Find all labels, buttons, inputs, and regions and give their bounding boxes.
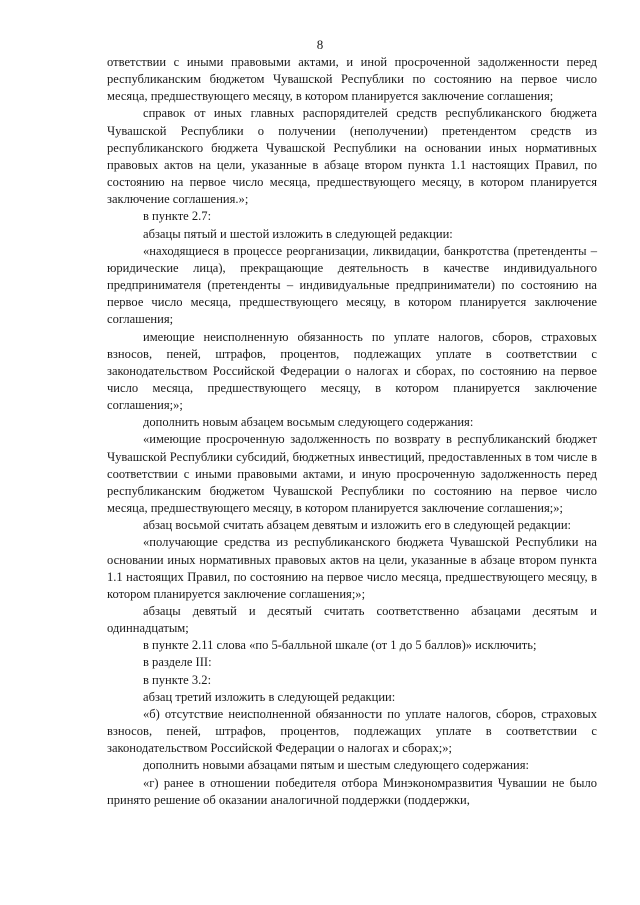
paragraph: абзацы пятый и шестой изложить в следующей редакции:	[143, 226, 453, 241]
paragraph: «г) ранее в отношении победителя отбора Минэкономразвития Чувашии не было принято решение об оказании аналогичной поддержки (поддержки,	[107, 775, 597, 807]
paragraph: «находящиеся в процессе реорганизации, ликвидации, банкротства (претенденты – юридические лица), прекращающие деятельность в качестве индивидуального предпринимателя (претенденты – индивидуальные предприниматели) по состоянию на первое число месяца, предшествующего месяцу, в котором планируется заключение соглашения;	[107, 243, 597, 327]
paragraph: ответствии с иными правовыми актами, и иной просроченной задолженности перед республиканским бюджетом Чувашской Республики по состоянию на первое число месяца, предшествующего месяцу, в котором планируется заключение соглашения;	[107, 55, 597, 104]
paragraph: абзац третий изложить в следующей редакции:	[143, 689, 396, 704]
paragraph: «имеющие просроченную задолженность по возврату в республиканский бюджет Чувашской Республики субсидий, бюджетных инвестиций, предоставленных в том числе в соответствии с иными правовыми актами, и иную просроченную задолженность перед республиканским бюджетом Чувашской Республики по состоянию на первое число месяца, предшествующего месяцу, в котором планируется заключение соглашения;»;	[107, 432, 597, 516]
paragraph: «б) отсутствие неисполненной обязанности по уплате налогов, сборов, страховых взносов, пеней, штрафов, процентов, подлежащих уплате в соответствии с законодательством Российской Федерации о налогах и сборах;»;	[107, 706, 597, 756]
document-body	[107, 54, 597, 809]
paragraph: абзац восьмой считать абзацем девятым и изложить его в следующей редакции:	[143, 518, 572, 533]
page-number: 8	[316, 37, 324, 52]
paragraph: в разделе III:	[143, 655, 212, 670]
paragraph: в пункте 3.2:	[143, 672, 212, 687]
paragraph: дополнить новыми абзацами пятым и шестым следующего содержания:	[143, 758, 529, 773]
paragraph: дополнить новым абзацем восьмым следующего содержания:	[143, 415, 474, 430]
paragraph: в пункте 2.7:	[143, 209, 212, 224]
paragraph: справок от иных главных распорядителей средств республиканского бюджета Чувашской Республики о получении (неполучении) претендентом средств из республиканского бюджета Чувашской Республики на основании иных нормативных правовых актов на цели, указанные в абзаце втором пункта 1.1 настоящих Правил, по состоянию на первое число месяца, предшествующего месяцу, в котором планируется заключение соглашения.»;	[107, 106, 597, 207]
paragraph: абзацы девятый и десятый считать соответственно абзацами десятым и одиннадцатым;	[107, 604, 597, 636]
paragraph: «получающие средства из республиканского бюджета Чувашской Республики на основании иных нормативных правовых актов на цели, указанные в абзаце втором пункта 1.1 настоящих Правил, по состоянию на первое число месяца, предшествующего месяцу, в котором планируется заключение соглашения;»;	[107, 535, 597, 601]
paragraph: имеющие неисполненную обязанность по уплате налогов, сборов, страховых взносов, пеней, штрафов, процентов, подлежащих уплате в соответствии с законодательством Российской Федерации о налогах и сборах, по состоянию на первое число месяца, предшествующего месяцу, в котором планируется заключение соглашения;»;	[107, 329, 597, 413]
paragraph: в пункте 2.11 слова «по 5-балльной шкале (от 1 до 5 баллов)» исключить;	[143, 638, 537, 653]
